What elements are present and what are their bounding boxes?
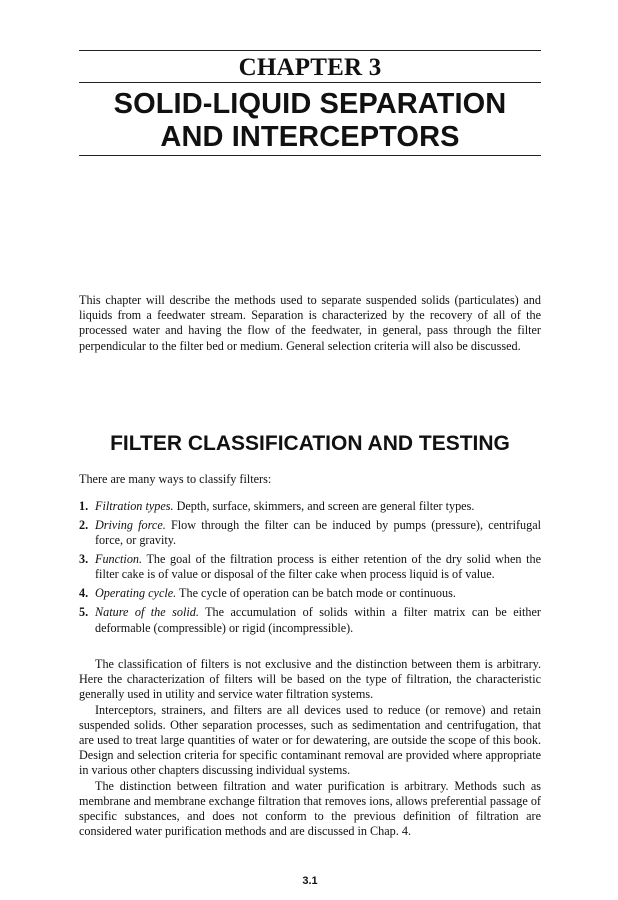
list-item-term: Driving force. <box>95 518 166 532</box>
list-item-term: Filtration types. <box>95 499 174 513</box>
chapter-title <box>79 88 541 154</box>
body-paragraph: The classification of filters is not exclusive and the distinction between them is arbitrary. Here the characterization of filters will be based on the type of filtration, the characteristic generally used in utility and service water filtration systems. <box>79 657 541 702</box>
list-item <box>79 552 541 582</box>
list-item <box>79 518 541 548</box>
filter-classification-list <box>79 499 541 640</box>
list-item-text: The cycle of operation can be batch mode or continuous. <box>176 586 456 601</box>
list-item-text: Flow through the filter can be induced by pumps (pressure), centrifugal force, or gravity. <box>95 518 541 548</box>
list-item-number: 5. <box>79 605 89 620</box>
header-top-rule <box>79 50 541 51</box>
chapter-title-line-2: AND INTERCEPTORS <box>160 121 460 153</box>
section-heading: FILTER CLASSIFICATION AND TESTING <box>110 432 510 455</box>
list-item-term: Operating cycle. <box>95 586 177 601</box>
intro-paragraph: This chapter will describe the methods used to separate suspended solids (particulates) and liquids from a feedwater stream. Separation is characterized by the recovery of all of the processed water and having the flow of the feedwater, in general, pass through the filter perpendicular to the filter bed or medium. General selection criteria will also be discussed. <box>79 293 541 353</box>
list-item-term: Nature of the solid. <box>95 605 199 620</box>
list-item <box>79 586 541 601</box>
list-item-number: 4. <box>79 586 89 601</box>
list-item-text: The goal of the filtration process is either retention of the dry solid when the filter cake is of value or disposal of the filter cake when process liquid is of value. <box>95 552 541 582</box>
body-paragraph: Interceptors, strainers, and filters are all devices used to reduce (or remove) and retain suspended solids. Other separation processes, such as sedimentation and centrifugation, that are used to treat large quantities of water or for dewatering, are outside the scope of this book. Design and selection criteria for specific contaminant removal are provided where appropriate in various other chapters discussing individual systems. <box>79 702 541 778</box>
chapter-number: CHAPTER 3 <box>238 54 382 81</box>
list-item-term: Function. <box>95 552 143 567</box>
body-paragraph: The distinction between filtration and water purification is arbitrary. Methods such as membrane and membrane exchange filtration that removes ions, allows preferential passage of specific substances, and does not conform to the previous definition of filtration are considered water purification methods and are discussed in Chap. 4. <box>79 778 541 839</box>
page-number: 3.1 <box>302 875 318 887</box>
header-bottom-rule <box>79 155 541 156</box>
chapter-title-line-1: SOLID-LIQUID SEPARATION <box>113 88 507 120</box>
body-text <box>79 657 541 839</box>
list-item-number: 2. <box>79 518 89 532</box>
list-item <box>79 499 541 514</box>
list-item <box>79 605 541 635</box>
list-item-number: 1. <box>79 499 89 513</box>
list-item-text: Depth, surface, skimmers, and screen are general filter types. <box>173 499 475 513</box>
list-item-number: 3. <box>79 552 89 567</box>
list-item-text: The accumulation of solids within a filter matrix can be either deformable (compressible) or rigid (incompressible). <box>95 605 541 635</box>
header-middle-rule <box>79 82 541 83</box>
list-lead-in: There are many ways to classify filters: <box>79 472 272 486</box>
